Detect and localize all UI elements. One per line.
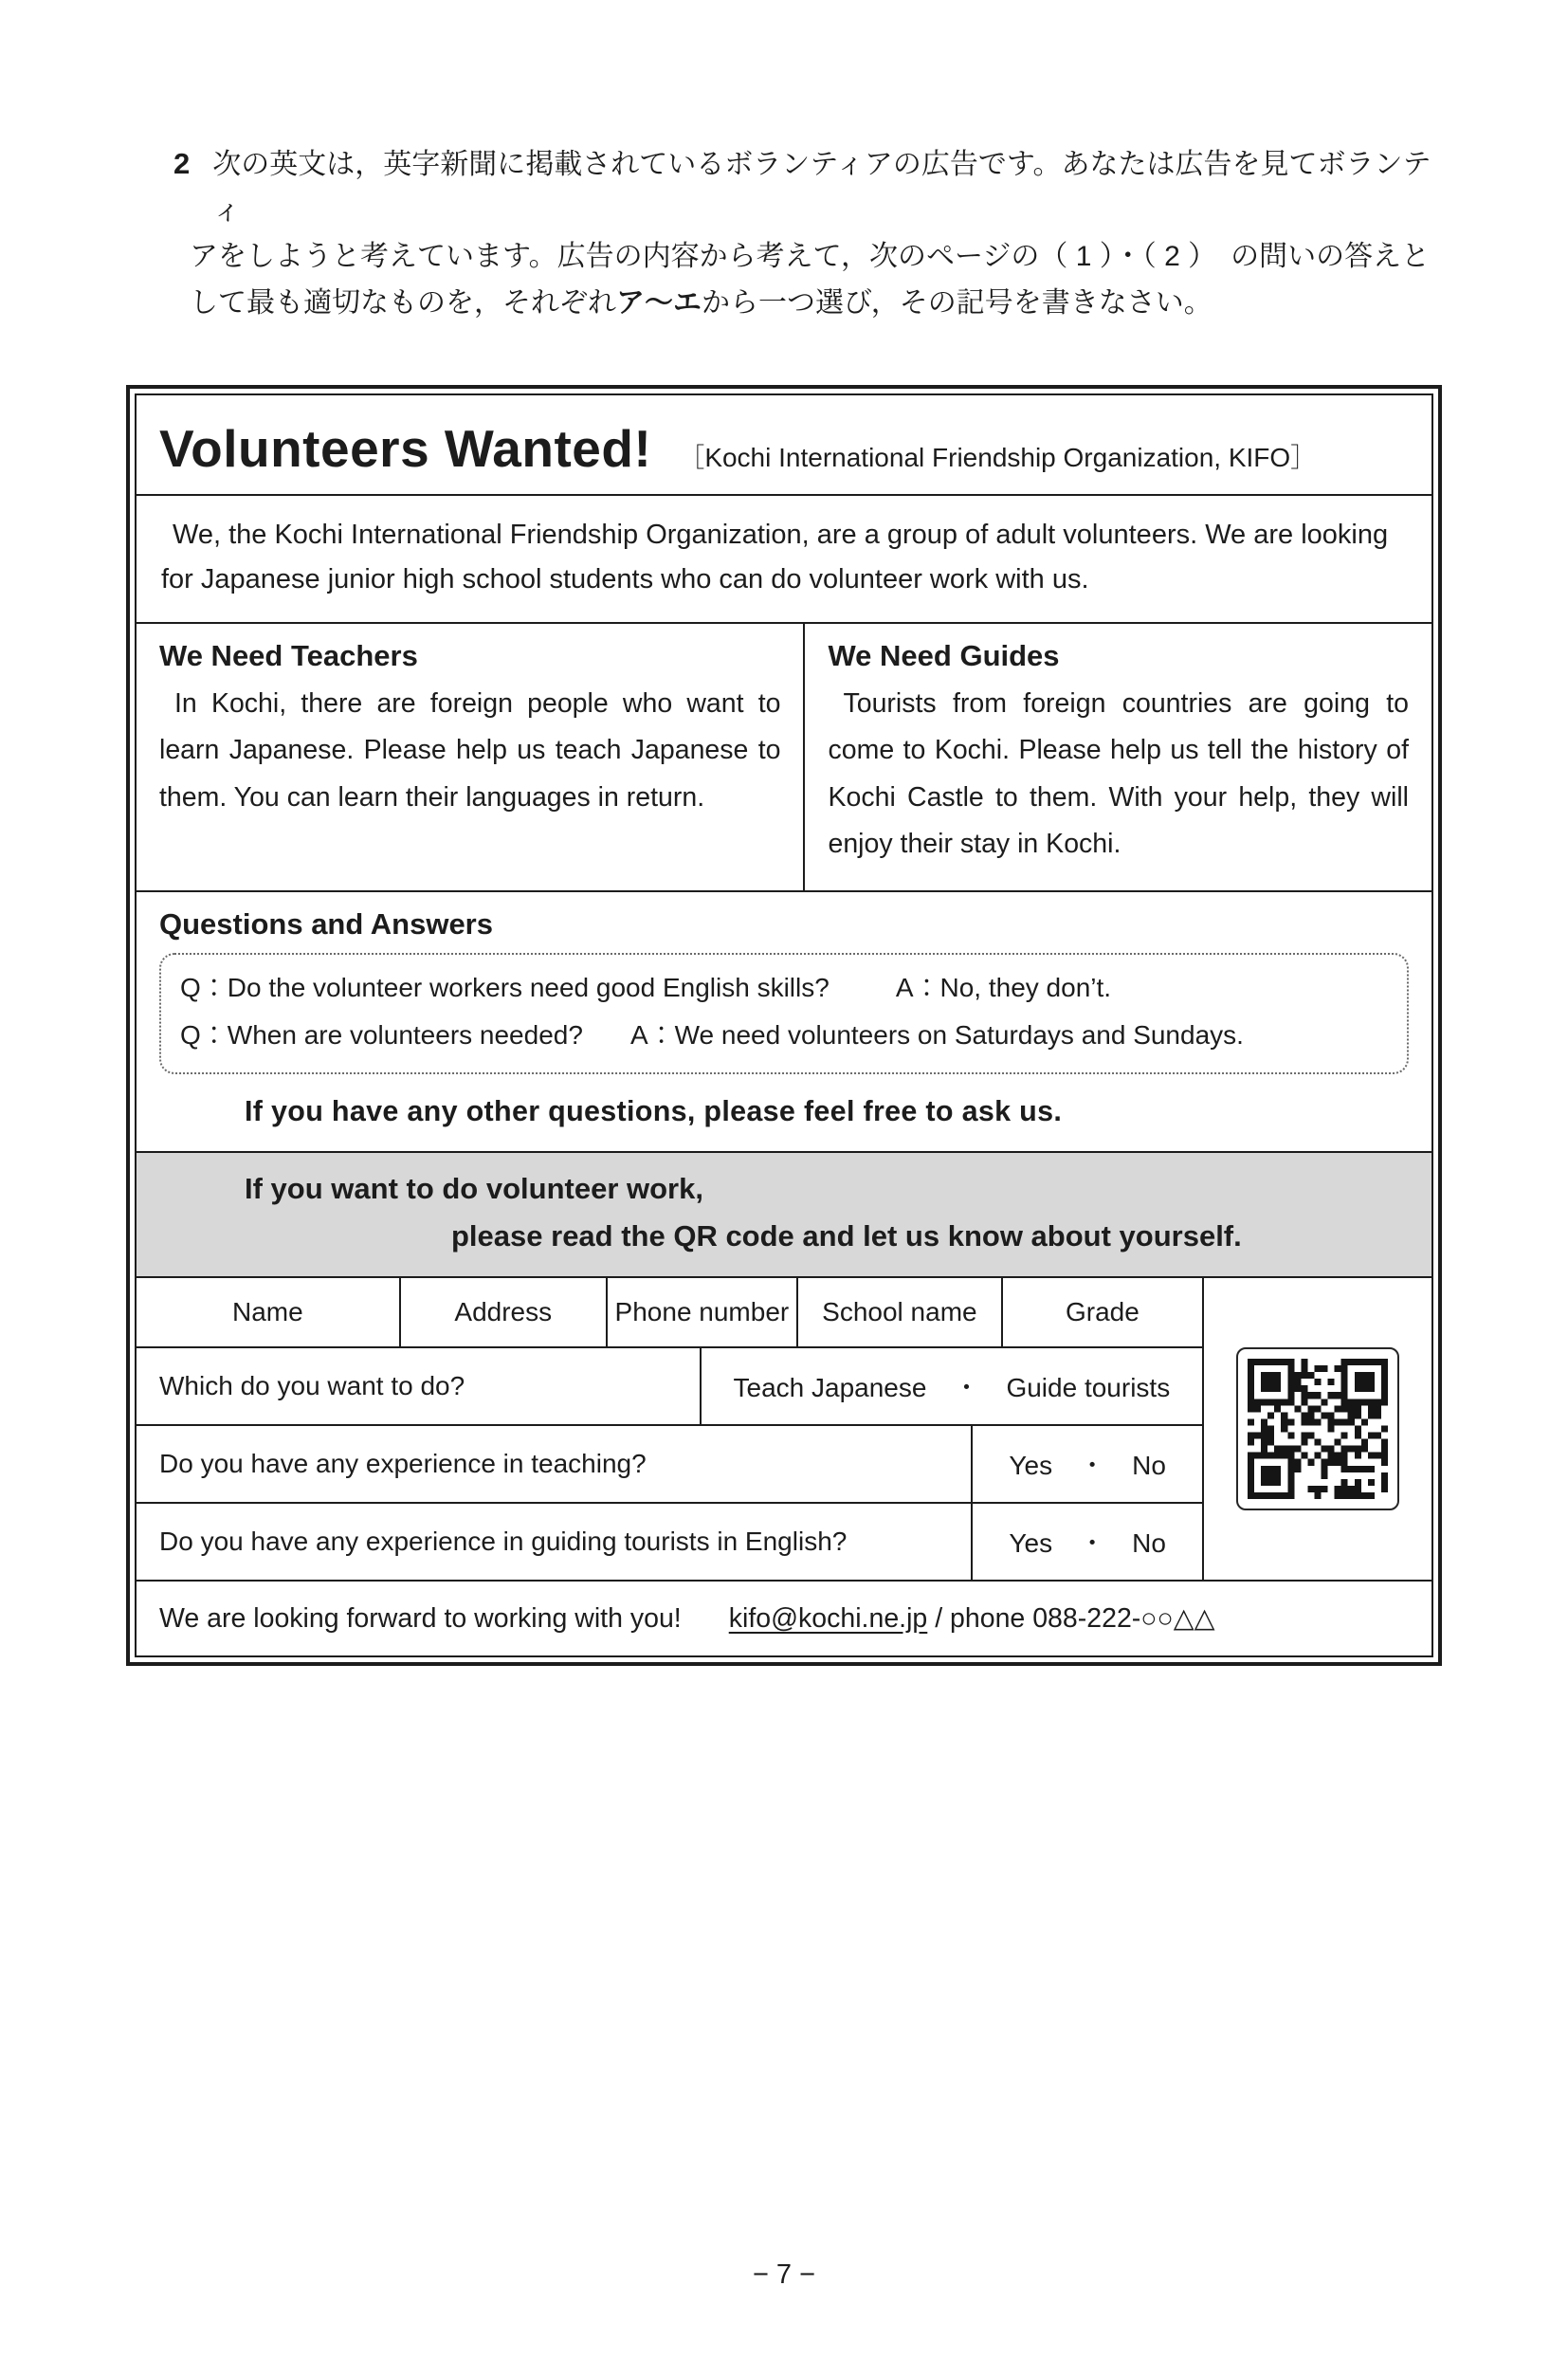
form-header-address: Address (401, 1278, 608, 1346)
advertisement-inner (135, 393, 1433, 1657)
application-form (137, 1278, 1431, 1582)
need-guides-body: Tourists from foreign countries are going to come to Kochi. Please help us tell the history of Kochi Castle to them. With your help, they will enjoy their stay in Kochi. (828, 688, 1409, 860)
form-row-guiding-experience (137, 1504, 1202, 1580)
footer-contact (729, 1602, 1215, 1635)
ad-header (137, 395, 1431, 496)
need-guides-heading: We Need Guides (828, 639, 1060, 673)
form-question: Do you have any experience in teaching? (137, 1426, 973, 1502)
qa-dotted-box (159, 953, 1409, 1074)
two-column-section (137, 624, 1431, 892)
instruction-line-2: アをしようと考えています。広告の内容から考えて，次のページの（ 1 ）・（ 2 ） の問いの答えと (190, 241, 1431, 273)
form-header-row (137, 1278, 1202, 1348)
qa-question: Q：Do the volunteer workers need good English skills? (180, 973, 830, 1003)
qa-note: If you have any other questions, please feel free to ask us. (245, 1095, 1063, 1127)
instruction-line-1 (173, 140, 1445, 234)
form-options: Teach Japanese ・ Guide tourists (733, 1373, 1171, 1402)
question-number: 2 (173, 147, 191, 180)
footer-text: We are looking forward to working with you! (159, 1603, 682, 1634)
cta-line-1: If you want to do volunteer work, (245, 1172, 703, 1205)
qa-item (180, 1012, 1388, 1059)
form-question: Do you have any experience in guiding tourists in English? (137, 1504, 973, 1580)
qa-question: Q：When are volunteers needed? (180, 1020, 583, 1051)
qa-answer: A：No, they don’t. (895, 973, 1112, 1003)
form-grid (137, 1278, 1202, 1580)
qa-answer: A：We need volunteers on Saturdays and Sundays. (629, 1020, 1244, 1051)
questions-answers-section (137, 892, 1431, 1153)
instruction-line-3-post: から一つ選び，その記号を書きなさい。 (702, 286, 1212, 319)
need-teachers-body: In Kochi, there are foreign people who want to learn Japanese. Please help us teach Japanese to them. You can learn their languages in return. (159, 688, 781, 813)
need-guides-section (803, 624, 1431, 890)
ad-title: Volunteers Wanted! (159, 419, 652, 479)
form-row-teaching-experience (137, 1426, 1202, 1504)
ad-footer (137, 1582, 1431, 1655)
contact-phone: / phone 088-222-○○△△ (927, 1603, 1215, 1634)
instruction-line-3-pre: して最も適切なものを，それぞれ (190, 286, 616, 319)
form-row-choice (137, 1348, 1202, 1426)
form-header-phone: Phone number (608, 1278, 798, 1346)
form-header-school: School name (798, 1278, 1003, 1346)
page-number: − 7 − (752, 2259, 816, 2290)
form-options: Yes ・ No (1009, 1451, 1166, 1480)
form-question: Which do you want to do? (137, 1348, 702, 1424)
instruction-line-3-choices: ア～エ (616, 286, 702, 319)
qr-column (1202, 1278, 1431, 1580)
exam-page (0, 140, 1568, 2359)
form-header-grade: Grade (1065, 1297, 1140, 1326)
instruction-line-3 (190, 281, 1445, 327)
ad-intro: We, the Kochi International Friendship Organization, are a group of adult volunteers. We are looking for Japanese junior high school students who can do volunteer work with us. (137, 496, 1431, 624)
cta-line-2: please read the QR code and let us know about yourself. (451, 1219, 1242, 1253)
need-teachers-heading: We Need Teachers (159, 639, 418, 673)
question-instruction (173, 140, 1445, 326)
contact-email: kifo@kochi.ne.jp (728, 1603, 928, 1634)
form-options: Yes ・ No (1009, 1528, 1166, 1558)
cta-band (137, 1153, 1431, 1278)
qr-code (1236, 1347, 1399, 1510)
need-teachers-section (137, 624, 803, 890)
qa-item (180, 964, 1388, 1012)
advertisement-box (126, 385, 1442, 1666)
form-header-name: Name (137, 1278, 401, 1346)
qa-heading: Questions and Answers (159, 907, 493, 942)
instruction-line-1-text: 次の英文は，英字新聞に掲載されているボランティアの広告です。あなたは広告を見てボランティ (212, 149, 1431, 227)
ad-organization: ［Kochi International Friendship Organization, KIFO］ (678, 443, 1318, 473)
